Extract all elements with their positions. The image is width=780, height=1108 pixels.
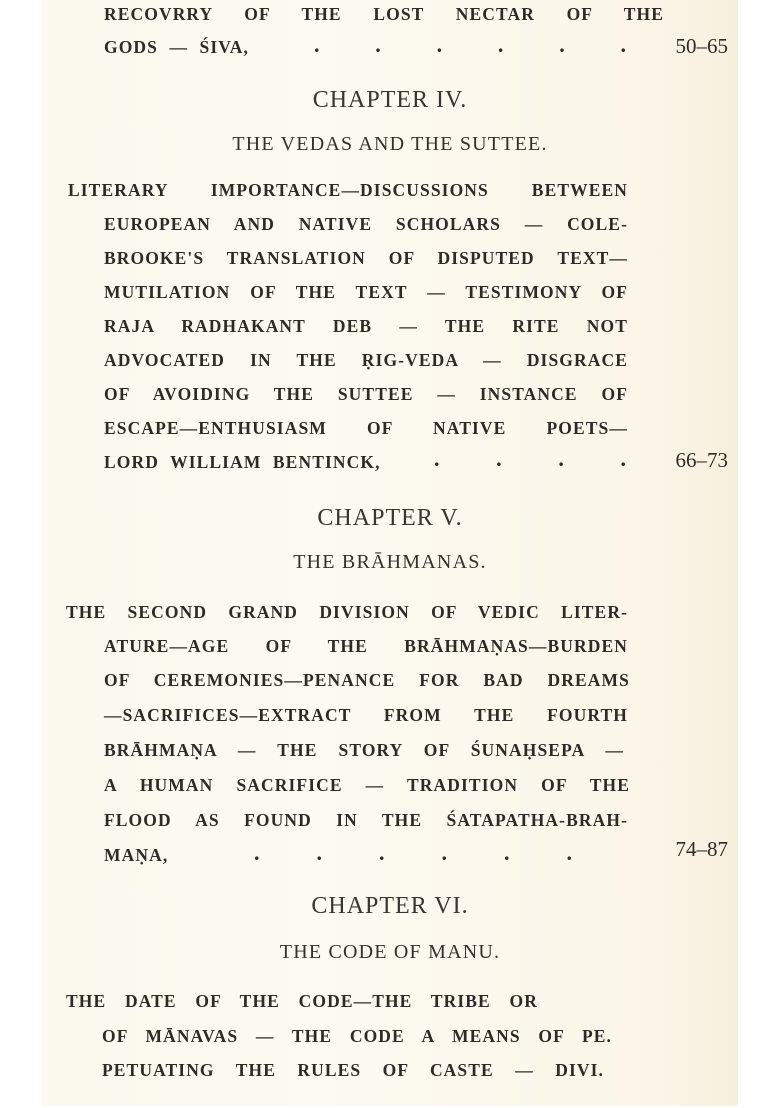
chapter-title: THE CODE OF MANU. [279,941,501,963]
toc-entry-line: ADVOCATED IN THE ṚIG-VEDA — DISGRACE [104,350,628,370]
toc-entry-line: OF CEREMONIES—PENANCE FOR BAD DREAMS [104,670,630,690]
toc-entry-line: MAṆA, [104,845,169,865]
entry-text: GODS — ŚIVA, [104,37,249,57]
leader-dots: . . . . . . [254,840,572,865]
leader-dots: . . . . [434,446,626,471]
page-range: 66–73 [675,448,728,472]
chapter-title: THE BRĀHMANAS. [293,551,487,573]
toc-entry-line: MUTILATION OF THE TEXT — TESTIMONY OF [104,282,628,302]
toc-entry-line [104,37,249,58]
chapter-title: THE VEDAS AND THE SUTTEE. [232,133,548,155]
toc-entry-line: THE SECOND GRAND DIVISION OF VEDIC LITER- [66,602,628,622]
toc-entry-line: ATURE—AGE OF THE BRĀHMAṆAS—BURDEN [104,636,628,656]
page-range: 50–65 [675,34,728,58]
chapter-heading: CHAPTER VI. [311,893,469,919]
toc-entry-line: THE DATE OF THE CODE—THE TRIBE OR [66,991,538,1011]
chapter-heading: CHAPTER IV. [312,87,468,113]
toc-entry-line: PETUATING THE RULES OF CASTE — DIVI. [102,1060,604,1080]
leader-dots: . . . . . . [314,32,626,57]
toc-entry-line: LORD WILLIAM BENTINCK, [104,452,381,472]
toc-entry-line: EUROPEAN AND NATIVE SCHOLARS — COLE- [104,214,628,234]
toc-entry-line: OF AVOIDING THE SUTTEE — INSTANCE OF [104,384,628,404]
toc-entry-line: BRĀHMAṆA — THE STORY OF ŚUNAḤSEPA — [104,740,624,760]
book-page [42,0,738,1106]
page-range: 74–87 [675,837,728,861]
toc-entry-line: LITERARY IMPORTANCE—DISCUSSIONS BETWEEN [68,180,628,200]
toc-entry-line: FLOOD AS FOUND IN THE ŚATAPATHA-BRAH- [104,810,628,830]
toc-entry-line [104,4,664,25]
toc-entry-line: —SACRIFICES—EXTRACT FROM THE FOURTH [104,705,628,725]
toc-entry-line: OF MĀNAVAS — THE CODE A MEANS OF PE. [102,1026,612,1046]
toc-entry-line: BROOKE'S TRANSLATION OF DISPUTED TEXT— [104,248,628,268]
toc-entry-line: A HUMAN SACRIFICE — TRADITION OF THE [104,775,630,795]
chapter-heading: CHAPTER V. [317,505,463,531]
toc-entry-line: RAJA RADHAKANT DEB — THE RITE NOT [104,316,628,336]
entry-text: RECOVRRY OF THE LOST NECTAR OF THE [104,4,664,24]
toc-entry-line: ESCAPE—ENTHUSIASM OF NATIVE POETS— [104,418,628,438]
